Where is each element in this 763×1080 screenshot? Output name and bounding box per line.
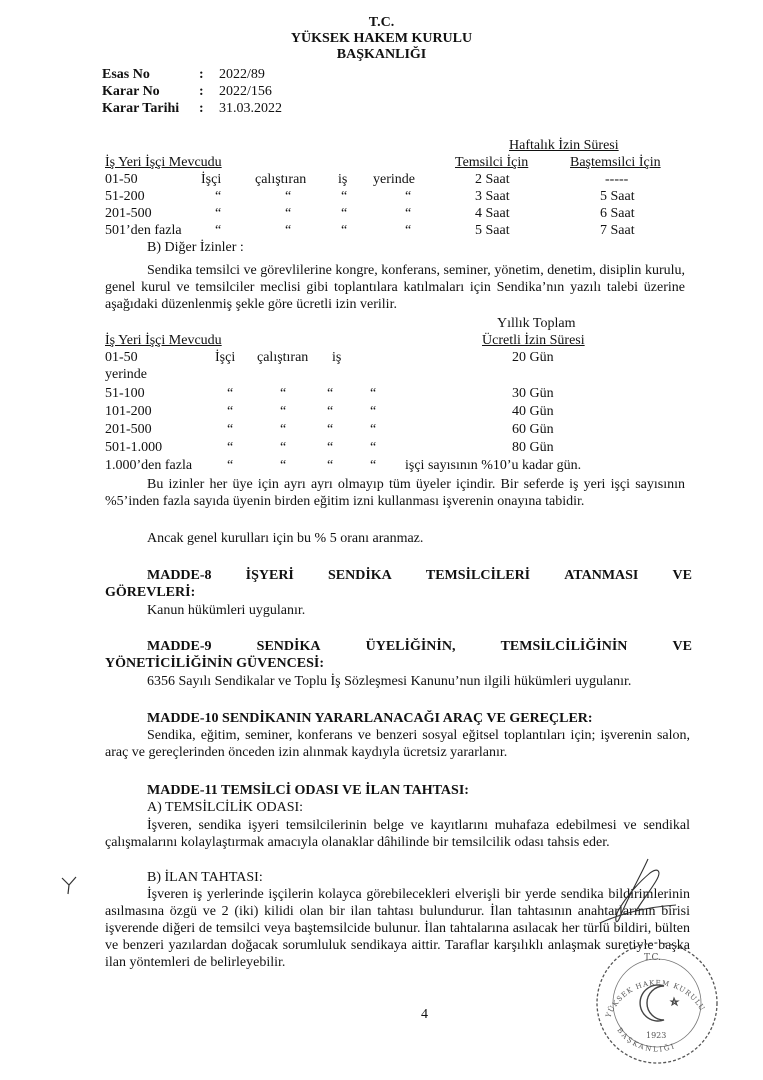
yearly-value: 60 Gün [512, 422, 554, 437]
weekly-col-rep: Temsilci İçin [455, 155, 529, 170]
karar-tarihi-label: Karar Tarihi [102, 101, 180, 116]
rep-hours: 3 Saat [475, 189, 510, 204]
header-institution: YÜKSEK HAKEM KURULU [290, 31, 473, 46]
ditto-row [105, 403, 405, 420]
karar-label: Karar No [102, 84, 160, 99]
ditto: “ [370, 422, 377, 437]
table-row [105, 349, 685, 366]
phrase-word: çalıştıran [255, 172, 307, 187]
madde11-title: MADDE-11 TEMSİLCİ ODASI VE İLAN TAHTASI: [147, 783, 469, 798]
ditto: “ [327, 422, 334, 437]
ditto-row [105, 385, 405, 402]
official-seal [592, 938, 722, 1068]
yearly-col-right-1: Yıllık Toplam [497, 316, 576, 331]
ditto: “ [370, 404, 377, 419]
meta-sep: : [199, 84, 204, 99]
meta-sep: : [199, 101, 204, 116]
title-word: TEMSİLCİLİĞİNİN [500, 639, 628, 654]
yearly-value: 80 Gün [512, 440, 554, 455]
rep-hours: 4 Saat [475, 206, 510, 221]
yearly-col-right-2: Ücretli İzin Süresi [482, 333, 585, 348]
ditto: “ [285, 189, 292, 204]
seal-year: 1923 [646, 1031, 667, 1040]
seal-text-bottom-path: BAŞKANLIĞI [615, 1026, 678, 1054]
weekly-group-header: Haftalık İzin Süresi [509, 138, 619, 153]
range: 201-500 [105, 422, 152, 437]
karar-tarihi-value: 31.03.2022 [219, 101, 282, 116]
phrase-word: iş [338, 172, 348, 187]
weekly-col-left: İş Yeri İşçi Mevcudu [105, 155, 222, 170]
madde11-sub-a: A) TEMSİLCİLİK ODASI: [147, 800, 304, 815]
ditto: “ [370, 440, 377, 455]
ditto: “ [327, 440, 334, 455]
signature-icon [592, 853, 682, 933]
ditto: “ [405, 189, 412, 204]
seal-text-top-path: YÜKSEK HAKEM KURULU [604, 978, 707, 1019]
ditto-row [105, 205, 465, 222]
margin-handwritten-mark [60, 874, 80, 896]
ditto: “ [405, 206, 412, 221]
title-word: SENDİKA [327, 568, 392, 583]
ditto: “ [285, 223, 292, 238]
ditto-row [105, 222, 465, 239]
ditto: “ [280, 440, 287, 455]
chief-hours: 5 Saat [600, 189, 635, 204]
ditto: “ [227, 404, 234, 419]
title-word: ATANMASI [564, 568, 639, 583]
ditto: “ [405, 223, 412, 238]
rep-hours: 5 Saat [475, 223, 510, 238]
madde11-body-a: İşveren, sendika işyeri temsilcilerinin belge ve kayıtlarını muhafaza edebilmesi ve sendikal çalışmalarını kolaylaştırmak amacıyla olanaklar dâhilinde bir temsilcilik odası tahsis eder. [105, 818, 690, 850]
range: 01-50 [105, 350, 138, 365]
ditto: “ [327, 458, 334, 473]
madde9-body: 6356 Sayılı Sendikalar ve Toplu İş Sözleşmesi Kanunu’nun ilgili hükümleri uygulanır. [147, 674, 632, 689]
ditto: “ [227, 458, 234, 473]
ditto: “ [327, 404, 334, 419]
seal-text-top [604, 979, 707, 1020]
ditto: “ [215, 189, 222, 204]
phrase-word: İşçi [201, 172, 222, 187]
chief-hours: 6 Saat [600, 206, 635, 221]
range: 101-200 [105, 404, 152, 419]
weekly-col-chief: Baştemsilci İçin [570, 155, 661, 170]
phrase-word: iş [332, 350, 342, 365]
chief-hours: 7 Saat [600, 223, 635, 238]
madde8-title-cont: GÖREVLERİ: [105, 585, 196, 600]
ditto: “ [370, 458, 377, 473]
header-presidency: BAŞKANLIĞI [336, 47, 427, 62]
ditto: “ [280, 404, 287, 419]
yearly-value: 20 Gün [512, 350, 554, 365]
range: 501-1.000 [105, 440, 163, 455]
madde10-body: Sendika, eğitim, seminer, konferans ve benzeri sosyal eğitsel toplantıları için; işverenin salon, araç ve gereçlerinden önceden izin alınmak kaydıyla ücretsiz yararlanır. [105, 728, 690, 760]
chief-hours: ----- [605, 172, 629, 187]
ditto: “ [280, 386, 287, 401]
other-permits-heading: B) Diğer İzinler : [147, 240, 244, 255]
seal-mark: T.C. [644, 953, 661, 963]
range: 51-200 [105, 189, 145, 204]
ditto: “ [215, 223, 222, 238]
ditto-row [105, 188, 465, 205]
title-word: MADDE-8 [147, 568, 212, 583]
ditto: “ [341, 189, 348, 204]
ditto-row [105, 457, 405, 474]
title-word: SENDİKA [256, 639, 321, 654]
yearly-value: 40 Gün [512, 404, 554, 419]
ditto: “ [227, 422, 234, 437]
madde8-title [147, 567, 692, 584]
range: 501’den fazla [105, 223, 182, 238]
range: 51-100 [105, 386, 145, 401]
ditto: “ [227, 386, 234, 401]
ditto: “ [370, 386, 377, 401]
ditto: “ [341, 206, 348, 221]
phrase-word: yerinde [373, 172, 415, 187]
table-row [105, 171, 685, 188]
yearly-value: 30 Gün [512, 386, 554, 401]
ditto: “ [327, 386, 334, 401]
madde11-sub-b: B) İLAN TAHTASI: [147, 870, 263, 885]
ditto: “ [280, 422, 287, 437]
ditto: “ [215, 206, 222, 221]
meta-sep: : [199, 67, 204, 82]
rep-hours: 2 Saat [475, 172, 510, 187]
esas-value: 2022/89 [219, 67, 265, 82]
ditto: “ [341, 223, 348, 238]
range: 201-500 [105, 206, 152, 221]
madde10-title: MADDE-10 SENDİKANIN YARARLANACAĞI ARAÇ VE GEREÇLER: [147, 711, 593, 726]
madde8-body: Kanun hükümleri uygulanır. [147, 603, 306, 618]
phrase-word: İşçi [215, 350, 236, 365]
yearly-col-left: İş Yeri İşçi Mevcudu [105, 333, 222, 348]
yearly-value: işçi sayısının %10’u kadar gün. [405, 458, 582, 473]
phrase-word: çalıştıran [257, 350, 309, 365]
title-word: VE [672, 639, 692, 654]
ditto-row [105, 421, 405, 438]
title-word: MADDE-9 [147, 639, 212, 654]
ditto-row [105, 439, 405, 456]
madde9-title [147, 638, 692, 655]
header-tc: T.C. [368, 15, 395, 30]
ditto: “ [227, 440, 234, 455]
title-word: ÜYELİĞİNİN, [365, 639, 456, 654]
ditto: “ [280, 458, 287, 473]
title-word: TEMSİLCİLERİ [425, 568, 531, 583]
ditto: “ [285, 206, 292, 221]
madde9-title-cont: YÖNETİCİLİĞİNİN GÜVENCESİ: [105, 656, 324, 671]
members-paragraph: Bu izinler her üye için ayrı ayrı olmayıp tüm üyeler içindir. Bir seferde iş yeri işçi sayısının %5’inden fazla sayıda üyenin birden eğitim izni kullanması işverenin onayına tabidir. [105, 477, 685, 509]
title-word: İŞYERİ [245, 568, 294, 583]
esas-label: Esas No [102, 67, 150, 82]
title-word: VE [672, 568, 692, 583]
range: 01-50 [105, 172, 138, 187]
madde11-body-b: İşveren iş yerlerinde işçilerin kolayca görebilecekleri elverişli bir yerde sendika bildirimlerinin asılmasına özgü ve 2 (iki) kilidi olan bir ilan tahtası bulundurur. İlan tahtasının anahtarlarının birisi işverende diğeri de temsilci veya baştemsilcide bulunur. İlan tahtalarına asılacak her türlü bildiri, bülten ve benzeri yazılardan doğacak sorumluluk sendikaya aittir. Taraflar karşılıklı anlaşmak suretiyle başka ilan yöntemleri de belirleyebilir. [105, 887, 690, 970]
page-number: 4 [421, 1007, 428, 1022]
phrase-continuation: yerinde [105, 367, 147, 382]
general-assembly-note: Ancak genel kurulları için bu % 5 oranı aranmaz. [147, 531, 424, 546]
range: 1.000’den fazla [105, 458, 193, 473]
other-permits-paragraph: Sendika temsilci ve görevlilerine kongre, konferans, seminer, yönetim, denetim, disiplin kurulu, genel kurul ve temsilciler meclisi gibi toplantılara katılmaları için Sendika’nın yazılı talebi üzerine aşağıdaki düzenlenmiş şekle göre ücretli izin verilir. [105, 263, 685, 312]
karar-value: 2022/156 [219, 84, 272, 99]
